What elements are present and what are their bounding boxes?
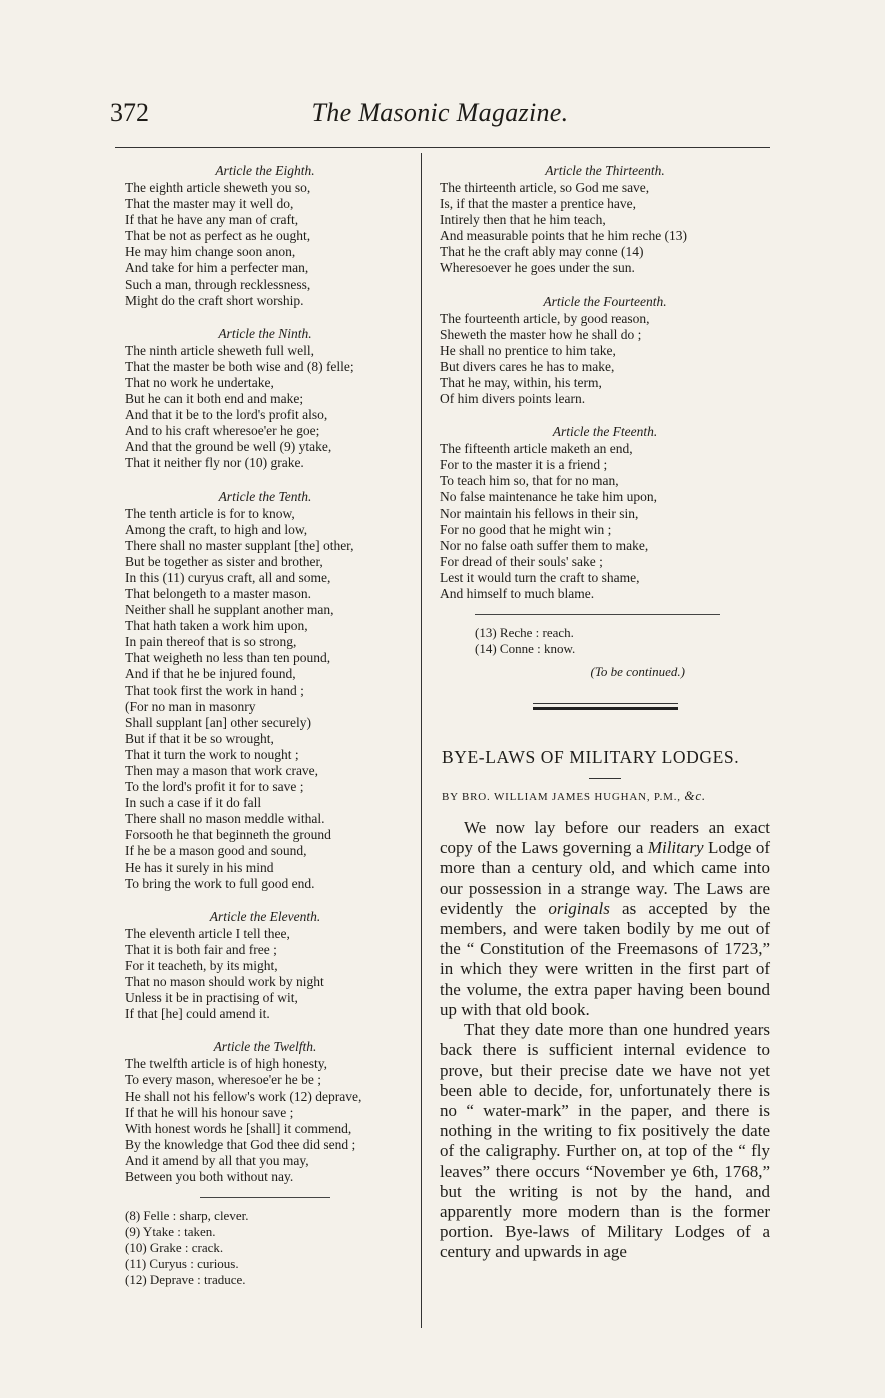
article-heading: Article the Eighth.	[215, 163, 315, 178]
verse-line: But if that it be so wrought,	[125, 730, 274, 746]
verse-line: That took first the work in hand ;	[125, 682, 304, 698]
article-heading: Article the Twelfth.	[213, 1039, 317, 1055]
verse-line: That he may, within, his term,	[440, 374, 602, 390]
verse-article	[125, 325, 405, 472]
footnote: (13) Reche : reach.	[475, 625, 574, 641]
verse-line: That it is both fair and free ;	[125, 941, 277, 957]
double-rule-divider	[533, 703, 678, 710]
verse-line: But be together as sister and brother,	[125, 553, 323, 569]
article-title: BYE-LAWS OF MILITARY LODGES.	[442, 747, 740, 768]
verse-line: Forsooth he that beginneth the ground	[125, 827, 331, 843]
verse-line: For to the master it is a friend ;	[440, 457, 608, 473]
footnote: (8) Felle : sharp, clever.	[125, 1208, 249, 1224]
verse-line: For it teacheth, by its might,	[125, 957, 278, 973]
article-heading: Article the Tenth.	[218, 488, 312, 504]
verse-line: If that he will his honour save ;	[125, 1104, 294, 1120]
verse-article	[125, 162, 405, 309]
verse-article	[125, 908, 405, 1023]
verse-line: To teach him so, that for no man,	[440, 473, 619, 489]
footnote-rule	[475, 614, 720, 615]
title-rule	[589, 778, 621, 779]
verse-line: The tenth article is for to know,	[125, 505, 295, 521]
verse-line: (For no man in masonry	[125, 698, 256, 714]
article-body	[440, 818, 770, 1262]
article-heading: Article the Fteenth.	[552, 424, 658, 440]
verse-line: Between you both without nay.	[125, 1168, 294, 1184]
verse-line: By the knowledge that God thee did send ;	[125, 1136, 356, 1152]
left-verse-articles	[125, 162, 405, 1185]
verse-line: For dread of their souls' sake ;	[440, 553, 603, 569]
verse-line: If he be a mason good and sound,	[125, 843, 307, 859]
verse-line: And take for him a perfecter man,	[125, 260, 309, 276]
verse-line: The eleventh article I tell thee,	[125, 925, 290, 941]
header-rule	[115, 147, 770, 148]
verse-line: The thirteenth article, so God me save,	[440, 180, 650, 195]
footnote: (11) Curyus : curious.	[125, 1256, 239, 1272]
page-header	[110, 98, 770, 138]
verse-article	[440, 162, 770, 277]
verse-line: And if that he be injured found,	[125, 666, 296, 682]
verse-line: With honest words he [shall] it commend,	[125, 1120, 352, 1136]
verse-line: He shall no prentice to him take,	[440, 342, 616, 358]
verse-line: That no mason should work by night	[125, 974, 324, 990]
verse-line: The ninth article sheweth full well,	[125, 342, 314, 358]
verse-line: That no work he undertake,	[125, 374, 274, 390]
verse-line: Shall supplant [an] other securely)	[125, 714, 311, 730]
verse-line: No false maintenance he take him upon,	[440, 489, 658, 505]
right-verse-articles	[440, 162, 770, 602]
verse-line: There shall no master supplant [the] other,	[125, 537, 354, 553]
footnote: (9) Ytake : taken.	[125, 1224, 216, 1240]
verse-line: Unless it be in practising of wit,	[125, 990, 298, 1006]
verse-line: To the lord's profit it for to save ;	[125, 779, 304, 795]
verse-line: Of him divers points learn.	[440, 391, 586, 407]
verse-line: There shall no mason meddle withal.	[125, 811, 325, 827]
paragraph-2: That they date more than one hundred years back there is sufficient internal evidence to prove, but their precise date we have not yet been able to decide, for, unfortunately there is no “ water-mark” in the paper, and there is nothing in the writing to fix positively the date of the caligraphy. Further on, at top of the “ fly leaves” there occurs “November ye 6th, 1768,” but the writing is not by the hand, and apparently more modern than is the former portion. Bye-laws of Military Lodges of a century and upwards in age	[440, 1020, 770, 1262]
article-byline: BY BRO. WILLIAM JAMES HUGHAN, P.M., &c.	[442, 788, 706, 804]
verse-line: If that [he] could amend it.	[125, 1006, 270, 1022]
verse-line: Intirely then that he him teach,	[440, 212, 606, 228]
left-footnotes	[125, 1208, 405, 1288]
paragraph-1: We now lay before our readers an exact copy of the Laws governing a Military Lodge of more than a century old, and which came into our possession in a strange way. The Laws are evidently the originals as accepted by the members, and were taken bodily by me out of the “ Constitution of the Freemasons of 1723,” in which they were written in the first part of the volume, the extra paper having been bound up with that old book.	[440, 818, 770, 1019]
verse-article	[125, 488, 405, 892]
verse-line: That the master may it well do,	[125, 196, 294, 212]
verse-line: That weigheth no less than ten pound,	[125, 650, 331, 666]
footnote: (14) Conne : know.	[475, 641, 576, 657]
verse-line: In pain thereof that is so strong,	[125, 634, 297, 650]
verse-line: He shall not his fellow's work (12) deprave,	[125, 1088, 362, 1104]
verse-line: Neither shall he supplant another man,	[125, 602, 334, 618]
verse-line: Nor maintain his fellows in their sin,	[440, 505, 639, 521]
right-column	[440, 162, 770, 1263]
verse-line: Nor no false oath suffer them to make,	[440, 537, 649, 553]
footnote-rule	[200, 1197, 330, 1198]
footnote: (10) Grake : crack.	[125, 1240, 224, 1256]
verse-line: That he the craft ably may conne (14)	[440, 244, 644, 260]
to-be-continued: (To be continued.)	[590, 664, 685, 680]
right-footnotes	[475, 625, 770, 657]
page-number: 372	[110, 98, 149, 127]
article-heading: Article the Eleventh.	[209, 908, 321, 924]
magazine-title: The Masonic Magazine.	[311, 98, 569, 127]
verse-line: That it neither fly nor (10) grake.	[125, 455, 304, 471]
verse-line: And that it be to the lord's profit also,	[125, 407, 328, 423]
verse-article	[125, 1038, 405, 1185]
verse-line: And measurable points that he him reche (13)	[440, 228, 688, 244]
left-column	[125, 162, 405, 1288]
verse-line: And to his craft wheresoe'er he goe;	[125, 423, 320, 439]
article-heading: Article the Fourteenth.	[543, 293, 667, 309]
verse-line: The eighth article sheweth you so,	[125, 180, 311, 195]
verse-line: The fourteenth article, by good reason,	[440, 310, 650, 326]
verse-line: But divers cares he has to make,	[440, 358, 615, 374]
verse-line: If that he have any man of craft,	[125, 212, 299, 228]
verse-article	[440, 423, 770, 602]
verse-line: The twelfth article is of high honesty,	[125, 1056, 327, 1072]
column-divider	[421, 153, 422, 1328]
verse-line: In such a case if it do fall	[125, 795, 262, 811]
verse-line: Then may a mason that work crave,	[125, 763, 319, 778]
verse-line: That the master be both wise and (8) felle;	[125, 358, 354, 374]
verse-article	[440, 293, 770, 408]
verse-line: He may him change soon anon,	[125, 244, 296, 260]
verse-line: That be not as perfect as he ought,	[125, 228, 311, 244]
verse-line: In this (11) curyus craft, all and some,	[125, 569, 331, 585]
verse-line: Among the craft, to high and low,	[125, 521, 308, 537]
verse-line: Sheweth the master how he shall do ;	[440, 326, 642, 342]
footnote: (12) Deprave : traduce.	[125, 1272, 246, 1288]
verse-line: Lest it would turn the craft to shame,	[440, 569, 640, 585]
article-heading: Article the Thirteenth.	[545, 163, 665, 178]
verse-line: For no good that he might win ;	[440, 521, 612, 537]
verse-line: And himself to much blame.	[440, 585, 595, 601]
verse-line: To every mason, wheresoe'er he be ;	[125, 1072, 322, 1088]
verse-line: Is, if that the master a prentice have,	[440, 196, 637, 212]
verse-line: Might do the craft short worship.	[125, 292, 304, 308]
verse-line: To bring the work to full good end.	[125, 875, 315, 891]
verse-line: But he can it both end and make;	[125, 391, 304, 407]
verse-line: The fifteenth article maketh an end,	[440, 441, 633, 457]
verse-line: Wheresoever he goes under the sun.	[440, 260, 635, 276]
verse-line: And that the ground be well (9) ytake,	[125, 439, 332, 455]
verse-line: And it amend by all that you may,	[125, 1152, 309, 1168]
verse-line: He has it surely in his mind	[125, 859, 274, 875]
verse-line: That belongeth to a master mason.	[125, 585, 311, 601]
verse-line: Such a man, through recklessness,	[125, 276, 311, 292]
verse-line: That it turn the work to nought ;	[125, 746, 299, 762]
article-heading: Article the Ninth.	[218, 325, 312, 341]
verse-line: That hath taken a work him upon,	[125, 618, 308, 634]
